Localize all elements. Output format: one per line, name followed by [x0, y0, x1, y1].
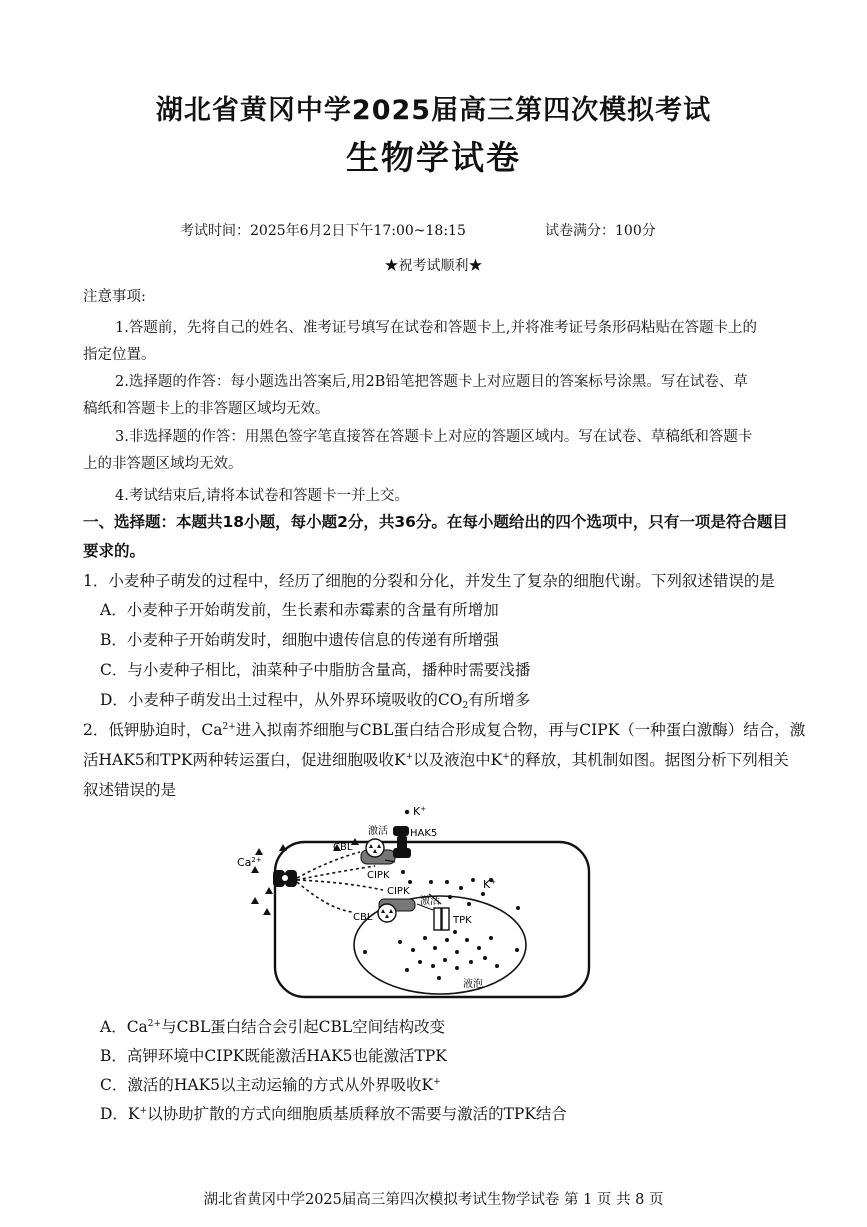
hak5-label: HAK5: [410, 828, 438, 839]
note-1-line1: 1.答题前，先将自己的姓名、准考证号填写在试卷和答题卡上,并将准考证号条形码粘贴在答题卡上的: [115, 320, 757, 336]
good-luck-line: ★祝考试顺利★: [384, 258, 483, 274]
q2-option-b: B．高钾环境中CIPK既能激活HAK5也能激活TPK: [100, 1047, 447, 1065]
q2-stem-line2: 活HAK5和TPK两种转运蛋白，促进细胞吸收K+以及液泡中K+的释放，其机制如图。据图分析下列相关: [83, 751, 789, 769]
arrow-to-upper-complex-2: [297, 866, 375, 880]
vacuole-label: 液泡: [463, 979, 483, 990]
cbl-label-upper: CBL: [333, 842, 353, 853]
q2-stem-line1: 2．低钾胁迫时，$Ca^{2+}$进入拟南芥细胞与CBL蛋白结合形成复合物，再与CIPK（一种蛋白激酶）结合，激: [83, 721, 806, 739]
q2-stem-line3: 叙述错误的是: [83, 781, 177, 799]
q1-option-c: C．与小麦种子相比，油菜种子中脂肪含量高，播种时需要浅播: [100, 661, 531, 679]
arrow-to-lower-complex: [297, 882, 353, 912]
section-1-heading-line2: 要求的。: [83, 542, 146, 560]
q2-option-d: D．K+以协助扩散的方式向细胞质基质释放不需要与激活的TPK结合: [100, 1105, 567, 1123]
cipk-label-upper: CIPK: [367, 870, 390, 881]
activate-label-upper: 激活: [368, 826, 388, 837]
cbl-label-lower: CBL: [353, 912, 373, 923]
q1-stem: 1．小麦种子萌发的过程中，经历了细胞的分裂和分化，并发生了复杂的细胞代谢。下列叙述错误的是: [83, 572, 775, 590]
exam-title: 湖北省黄冈中学2025届高三第四次模拟考试: [155, 95, 712, 126]
calcium-label: $Ca^{2+}$: [237, 856, 262, 869]
tpk-channel-icon: [434, 908, 449, 930]
q1-option-b: B．小麦种子开始萌发时，细胞中遗传信息的传递有所增强: [100, 631, 499, 649]
section-1-heading-line1: 一、选择题：本题共18小题，每小题2分，共36分。在每小题给出的四个选项中，只有一项是符合题目: [83, 513, 788, 531]
q2-cell-diagram: [235, 800, 605, 1005]
tpk-label: TPK: [453, 915, 472, 926]
cell-membrane: [275, 842, 589, 997]
q1-option-a: A．小麦种子开始萌发前，生长素和赤霉素的含量有所增加: [100, 601, 499, 619]
q2-option-c: C．激活的HAK5以主动运输的方式从外界吸收K+: [100, 1076, 441, 1094]
calcium-channel-icon: [273, 870, 297, 887]
cbl-upper: [366, 839, 384, 857]
q2-option-a: A．$Ca^{2+}$与CBL蛋白结合会引起CBL空间结构改变: [100, 1018, 446, 1036]
full-score: 试卷满分：100分: [545, 223, 656, 239]
note-2-line1: 2.选择题的作答：每小题选出答案后,用2B铅笔把答题卡上对应题目的答案标号涂黑。写在试卷、草: [115, 374, 748, 390]
subject-title: 生物学试卷: [346, 138, 521, 177]
note-3-line1: 3.非选择题的作答：用黑色签字笔直接答在答题卡上对应的答题区域内。写在试卷、草稿纸和答题卡: [115, 429, 753, 445]
cipk-label-lower: CIPK: [387, 886, 410, 897]
exam-time: 考试时间：2025年6月2日下午17:00~18:15: [180, 223, 466, 239]
cbl-lower: [378, 904, 396, 922]
note-1-line2: 指定位置。: [83, 347, 156, 363]
note-2-line2: 稿纸和答题卡上的非答题区域均无效。: [83, 401, 330, 417]
notes-heading: 注意事项:: [83, 289, 146, 305]
arrow-to-cipk-2: [297, 880, 383, 890]
note-3-line2: 上的非答题区域均无效。: [83, 456, 243, 472]
activate-label-lower: 激活: [420, 896, 440, 907]
note-4-line1: 4.考试结束后,请将本试卷和答题卡一并上交。: [115, 488, 409, 504]
k-ion-label-cytoplasm: K+: [483, 878, 497, 891]
q1-option-d: D．小麦种子萌发出土过程中，从外界环境吸收的$CO_2$有所增多: [100, 691, 531, 711]
k-ion-label-outside: K+: [413, 805, 427, 818]
page-footer: 湖北省黄冈中学2025届高三第四次模拟考试生物学试卷 第 1 页 共 8 页: [203, 1192, 664, 1208]
